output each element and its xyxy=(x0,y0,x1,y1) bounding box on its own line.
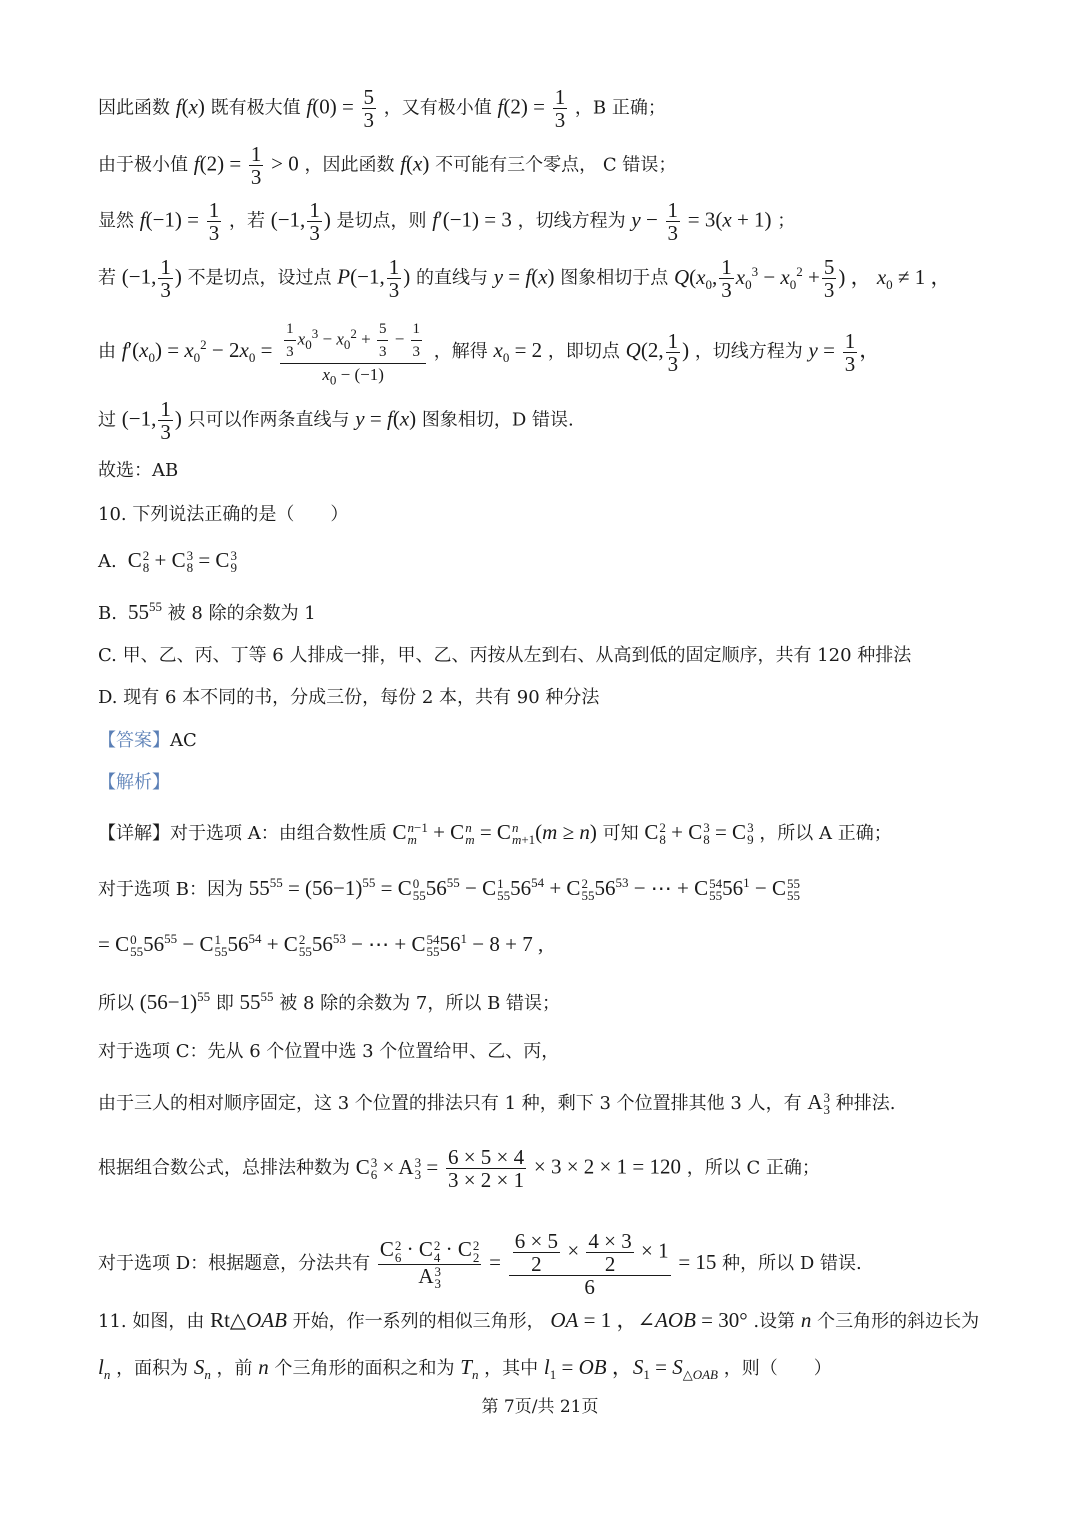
math: $55^{55} = (56-1)^{55} = C$ 0 55 $56^{55} - C$ 1 55 $56^{54} + C$ 2 55 $56^{53}$ − ⋯ + C 54 55 $56^1 - C$ 55 55 xyxy=(248,875,801,904)
math: (−1, xyxy=(121,264,157,289)
math: $l_n$ xyxy=(98,1355,111,1383)
text: 所以 xyxy=(98,993,134,1014)
math: (−1, xyxy=(270,207,306,232)
text: 图象相切于点 xyxy=(560,267,669,289)
text: 对于选项 B：因为 xyxy=(98,879,243,900)
option-b xyxy=(98,600,316,626)
text: 若 xyxy=(98,267,116,289)
answer-value: AC xyxy=(170,730,197,751)
text: ，解得 xyxy=(433,341,488,362)
answer xyxy=(98,729,197,753)
fraction: $\frac{1}{3}$ xyxy=(160,397,171,444)
math: $Q(x_0$, xyxy=(674,264,718,292)
text-line-6: 过 (−1, $\frac{1}{3}$ ) 只可以作两条直线与 y = f(x) 图象相切，D 错误. xyxy=(98,397,574,444)
option-label: A. xyxy=(98,551,117,572)
text: ，切线方程为 xyxy=(694,341,803,362)
fraction: $\frac{1}{3}$ $x_0^3 - x_0^2$ + $\frac{5}{3}$ − $\frac{1}{3}$ $x_0 - (-1)$ xyxy=(280,318,426,386)
fraction: $\frac{1}{3}$ xyxy=(388,255,400,302)
text: 由 xyxy=(98,341,116,362)
detail-b-3 xyxy=(98,990,560,1016)
math: f(0) = xyxy=(306,94,354,119)
text: 开始，作一系列的相似三角形， xyxy=(292,1311,545,1332)
math: $55^{55}$ xyxy=(239,989,274,1014)
text: ，所以 C 正确； xyxy=(686,1157,820,1179)
fraction: $\frac{5}{3}$ xyxy=(823,255,835,302)
math: $l_1$ = OB ，$S_1 = S_{\triangle OAB}$ xyxy=(543,1355,718,1383)
text: ，前 xyxy=(216,1358,253,1379)
text: ； xyxy=(777,210,796,232)
detail-c-3 xyxy=(98,1146,820,1191)
text: ，B 正确； xyxy=(574,97,666,119)
math: y − xyxy=(631,207,658,232)
text: 被 8 除的余数为 7，所以 B 错误； xyxy=(279,993,561,1014)
text: ，切线方程为 xyxy=(517,210,626,232)
math: (−1, xyxy=(121,406,157,431)
text: 显然 xyxy=(98,210,134,232)
math: C n−1 m + C n m = C n m+1 (m ≥ n) xyxy=(392,820,597,848)
text: 个三角形的斜边长为 xyxy=(817,1311,980,1332)
math: y = f(x) xyxy=(355,406,417,431)
detail-d xyxy=(98,1230,862,1298)
text: ，即切点 xyxy=(547,341,620,362)
text: ，又有极小值 xyxy=(383,97,492,119)
math: $55^{55}$ xyxy=(122,599,162,624)
math: Q(2, xyxy=(625,338,664,362)
text: 【详解】对于选项 A：由组合数性质 xyxy=(98,823,387,844)
page-footer: 第 7页/共 21页 xyxy=(481,1397,599,1417)
fraction: $\frac{1}{3}$ xyxy=(554,85,566,132)
math: $(56-1)^{55}$ xyxy=(139,989,211,1014)
fraction: $\frac{1}{3}$ xyxy=(208,198,220,245)
option-label: B. xyxy=(98,603,117,624)
option-d: D. 现有 6 本不同的书，分成三份，每份 2 本，共有 90 种分法 xyxy=(98,687,600,708)
fraction: $\frac{1}{3}$ xyxy=(309,198,320,245)
math: y = xyxy=(808,338,835,362)
fraction: $\frac{1}{3}$ xyxy=(667,198,679,245)
math: = xyxy=(489,1250,501,1274)
text: 过 xyxy=(98,409,116,431)
text: 由于极小值 xyxy=(98,154,188,176)
math: f(2) = xyxy=(497,94,545,119)
math: y = f(x) xyxy=(493,264,555,289)
math: P(−1, xyxy=(337,264,385,289)
math: C 2 8 + C 3 8 = C 3 9 xyxy=(644,820,754,848)
answer-label: 【答案】 xyxy=(98,730,170,751)
text: 的直线与 xyxy=(415,267,488,289)
detail-b-1 xyxy=(98,876,800,902)
text: 只可以作两条直线与 xyxy=(187,409,350,431)
text: 既有极大值 xyxy=(210,97,301,119)
math: A 3 3 xyxy=(807,1090,830,1118)
text: ，所以 A 正确； xyxy=(759,823,892,844)
math: C 2 8 + C 3 8 = C 3 9 xyxy=(122,548,237,576)
fraction: $\frac{6 \times 5}{2}$ × $\frac{4 \times 3}{2}$ × 1 6 xyxy=(509,1230,671,1298)
fraction: $\frac{1}{3}$ xyxy=(667,328,679,376)
text: 种，所以 D 错误. xyxy=(722,1253,862,1274)
text: ，则（ ） xyxy=(723,1358,832,1379)
fraction: $\frac{1}{3}$ xyxy=(160,255,171,302)
detail-b-2 xyxy=(98,932,543,958)
text: 种排法. xyxy=(835,1093,896,1114)
math: Rt△OAB xyxy=(210,1308,287,1332)
text: 个三角形的面积之和为 xyxy=(274,1358,455,1379)
math: C 3 6 × A 3 3 = xyxy=(355,1154,439,1182)
fraction: $\frac{5}{3}$ xyxy=(363,85,375,132)
text: ，若 xyxy=(228,210,265,232)
math: = C 0 55 $56^{55} - C$ 1 55 $56^{54} + C$ 2 55 $56^{53}$ − ⋯ + C 54 55 $56^1 - 8 + 7$ , xyxy=(98,931,544,960)
fraction: C 2 6 · C 2 4 · C 2 2 A 3 3 xyxy=(379,1237,480,1291)
detail-a xyxy=(98,820,892,846)
text: 11. 如图，由 xyxy=(98,1311,205,1332)
question-10-stem: 10. 下列说法正确的是（ ） xyxy=(98,504,349,525)
text: 图象相切，D 错误. xyxy=(421,409,574,431)
detail-c-2 xyxy=(98,1090,895,1116)
fraction: $\frac{6 \times 5 \times 4}{3 \times 2 \times 1}$ xyxy=(447,1145,525,1192)
text: 因此函数 xyxy=(98,97,170,119)
text-line-5: 由 $f'(x_0) = x_0^2 - 2x_0$ = $\frac{1}{3}$ $x_0^3 - x_0^2$ + $\frac{5}{3}$ − $\frac{1}{3}$ $x_0 - (-1)$ ，解得 $x_0 = 2$ ，即切点 Q(2, $\frac{1}{3}$ ) ，切线方程为 y = $\frac{1}{3}$ ， xyxy=(98,318,880,386)
math: $f'(x_0) = x_0^2 - 2x_0$ = xyxy=(121,337,273,366)
math: = 3(x + 1) xyxy=(687,207,772,232)
text: .设第 xyxy=(753,1311,796,1332)
text: 根据组合数公式，总排法种数为 xyxy=(98,1157,350,1179)
analysis-label: 【解析】 xyxy=(98,772,170,793)
fraction: $\frac{1}{3}$ xyxy=(250,142,262,189)
text: ，面积为 xyxy=(116,1358,189,1379)
math: $T_n$ xyxy=(460,1355,479,1383)
text-line-4: 若 (−1, $\frac{1}{3}$ ) 不是切点，设过点 P(−1, $\frac{1}{3}$ ) 的直线与 y = f(x) 图象相切于点 $Q(x_0$, $\frac{1}{3}$ $x_0^3 - x_0^2$ + $\frac{5}{3}$ ) ， $x_0 \ne 1$ ， xyxy=(98,255,952,302)
option-c: C. 甲、乙、丙、丁等 6 人排成一排，甲、乙、丙按从左到右、从高到低的固定顺序，共有 120 种排法 xyxy=(98,645,912,666)
math: f(−1) = xyxy=(139,207,200,232)
math: $x_0 = 2$ xyxy=(493,338,543,366)
text-line-3: 显然 f(−1) = $\frac{1}{3}$ ，若 (−1, $\frac{1}{3}$ ) 是切点，则 f′(−1) = 3 ，切线方程为 y − $\frac{1}{3}$ = 3(x + 1) ； xyxy=(98,198,796,245)
math: OA = 1 ，∠AOB = 30° xyxy=(550,1308,748,1332)
text: ，因此函数 xyxy=(304,154,395,176)
math: × 3 × 2 × 1 = 120 xyxy=(533,1154,681,1179)
math: = 15 xyxy=(678,1250,717,1274)
detail-c-1: 对于选项 C：先从 6 个位置中选 3 个位置给甲、乙、丙， xyxy=(98,1041,560,1062)
text-line-2 xyxy=(98,143,676,188)
text: 即 xyxy=(215,993,234,1014)
text: 由于三人的相对顺序固定，这 3 个位置的排法只有 1 种，剩下 3 个位置排其他 3 人，有 xyxy=(98,1093,802,1114)
fraction: $\frac{1}{3}$ xyxy=(721,255,732,302)
math: f′(−1) = 3 xyxy=(432,207,512,232)
question-11-line-1 xyxy=(98,1308,979,1334)
option-a xyxy=(98,548,237,574)
math: > 0 xyxy=(271,151,299,176)
math: $S_n$ xyxy=(193,1355,211,1383)
math: f(x) xyxy=(400,151,430,176)
text-line-1 xyxy=(98,86,666,131)
question-11-line-2 xyxy=(98,1355,832,1381)
text-line-7: 故选：AB xyxy=(98,460,179,481)
text: ，其中 xyxy=(484,1358,539,1379)
math: n xyxy=(800,1308,812,1332)
text: 不可能有三个零点， C 错误； xyxy=(435,154,677,176)
text: 是切点，则 xyxy=(336,210,427,232)
option-text: 被 8 除的余数为 1 xyxy=(167,603,316,624)
math: n xyxy=(258,1355,269,1379)
math: f(x) xyxy=(175,94,205,119)
fraction: $\frac{1}{3}$ xyxy=(844,328,856,376)
text: 可知 xyxy=(602,823,639,844)
math: f(2) = xyxy=(193,151,242,176)
text: 不是切点，设过点 xyxy=(187,267,332,289)
text: 对于选项 D：根据题意，分法共有 xyxy=(98,1253,371,1274)
